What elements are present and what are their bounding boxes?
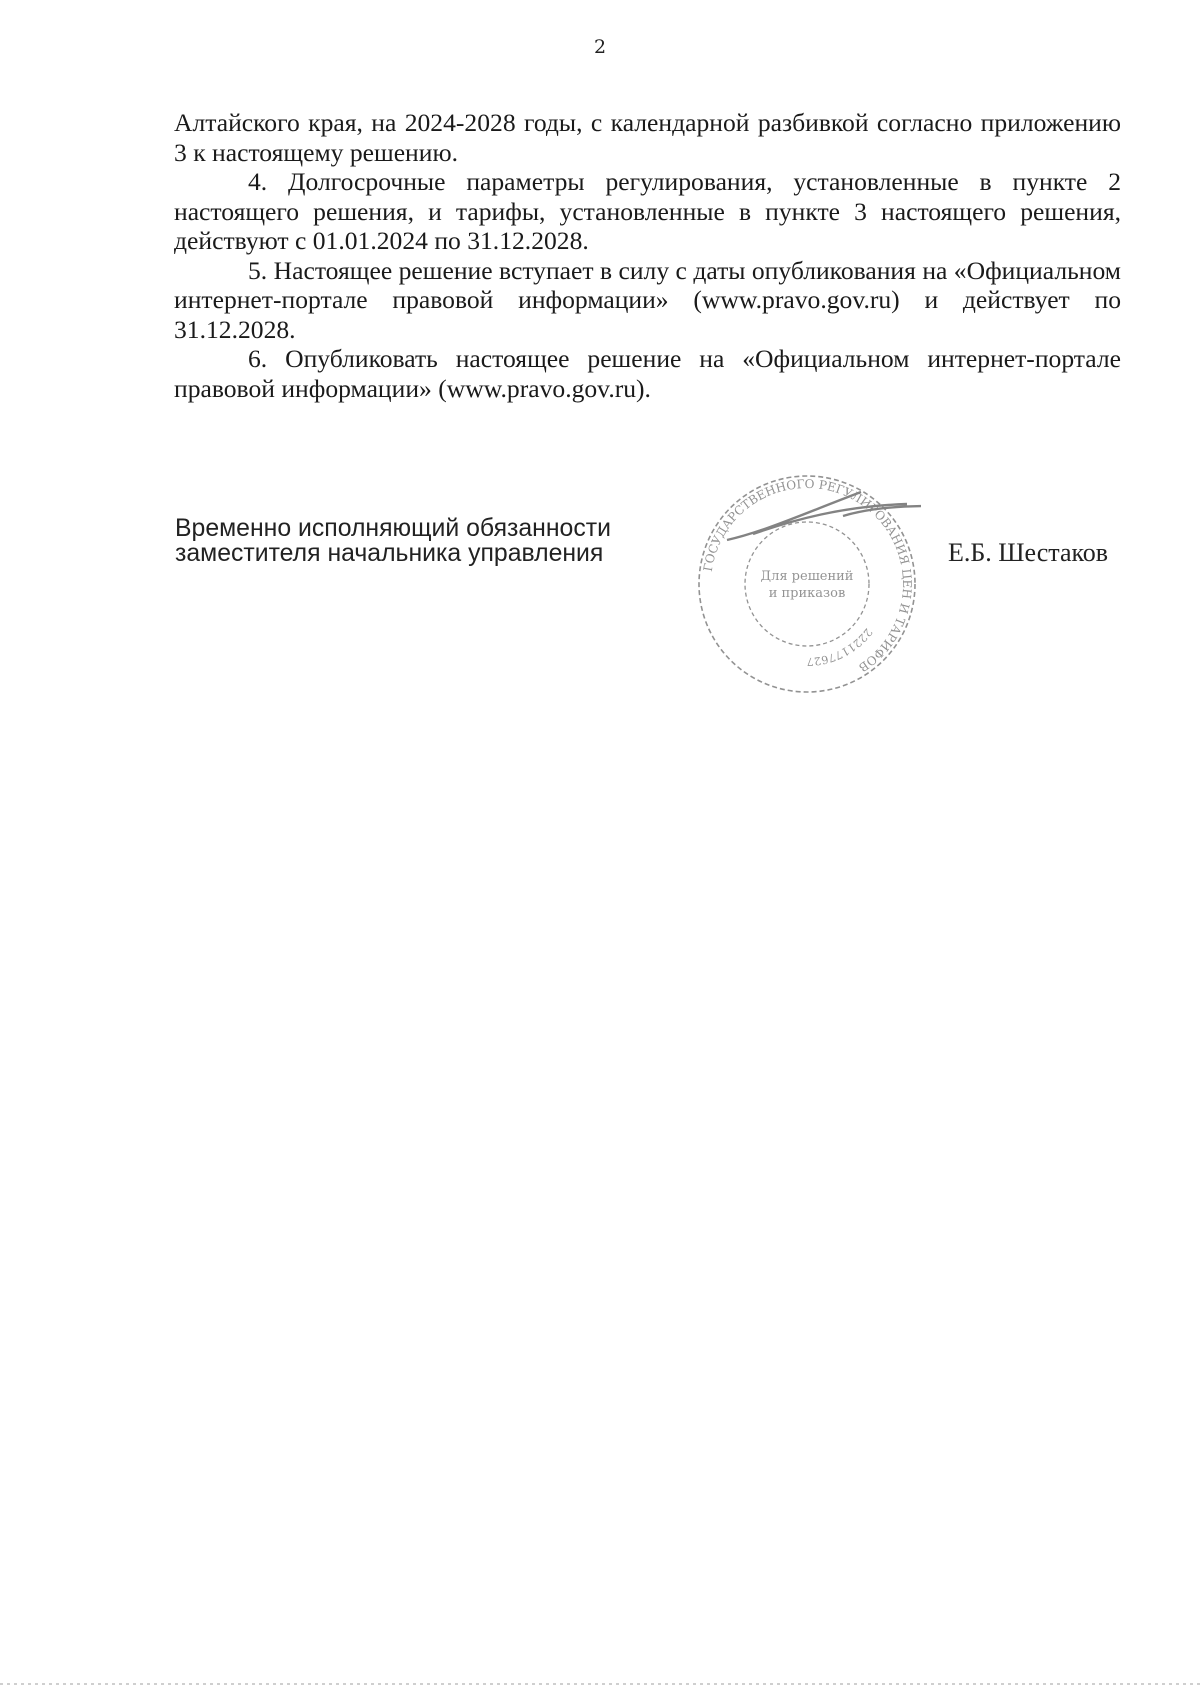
- stamp-inn-text: 2221177627: [806, 625, 875, 669]
- signer-position-line-1: Временно исполняющий обязанности: [175, 515, 611, 542]
- paragraph-continuation: Алтайского края, на 2024-2028 годы, с календарной разбивкой согласно приложению 3 к настоящему решению.: [174, 108, 1121, 167]
- document-body: [174, 108, 1121, 403]
- paragraph-item-6: 6. Опубликовать настоящее решение на «Официальном интернет-портале правовой информации» (www.pravo.gov.ru).: [174, 344, 1121, 403]
- page-number: 2: [593, 36, 607, 58]
- stamp-inner-ring: [745, 522, 869, 646]
- stamp-outer-text: ГОСУДАРСТВЕННОГО РЕГУЛИРОВАНИЯ ЦЕН И ТАРИФОВ: [700, 476, 915, 675]
- signer-name: Е.Б. Шестаков: [948, 538, 1109, 567]
- stamp-center-line-1: Для решений: [760, 569, 854, 584]
- stamp-center-line-2: и приказов: [768, 586, 846, 601]
- paragraph-item-5: 5. Настоящее решение вступает в силу с даты опубликования на «Официальном интернет-портале правовой информации» (www.pravo.gov.ru) и действует по 31.12.2028.: [174, 255, 1121, 344]
- signer-position: [175, 516, 611, 566]
- official-stamp: [693, 470, 921, 698]
- scan-edge-artifact: [0, 1683, 1200, 1685]
- paragraph-item-4: 4. Долгосрочные параметры регулирования, установленные в пункте 2 настоящего решения, и тарифы, установленные в пункте 3 настоящего решения, действуют с 01.01.2024 по 31.12.2028.: [174, 167, 1121, 255]
- signer-position-line-2: заместителя начальника управления: [175, 540, 604, 567]
